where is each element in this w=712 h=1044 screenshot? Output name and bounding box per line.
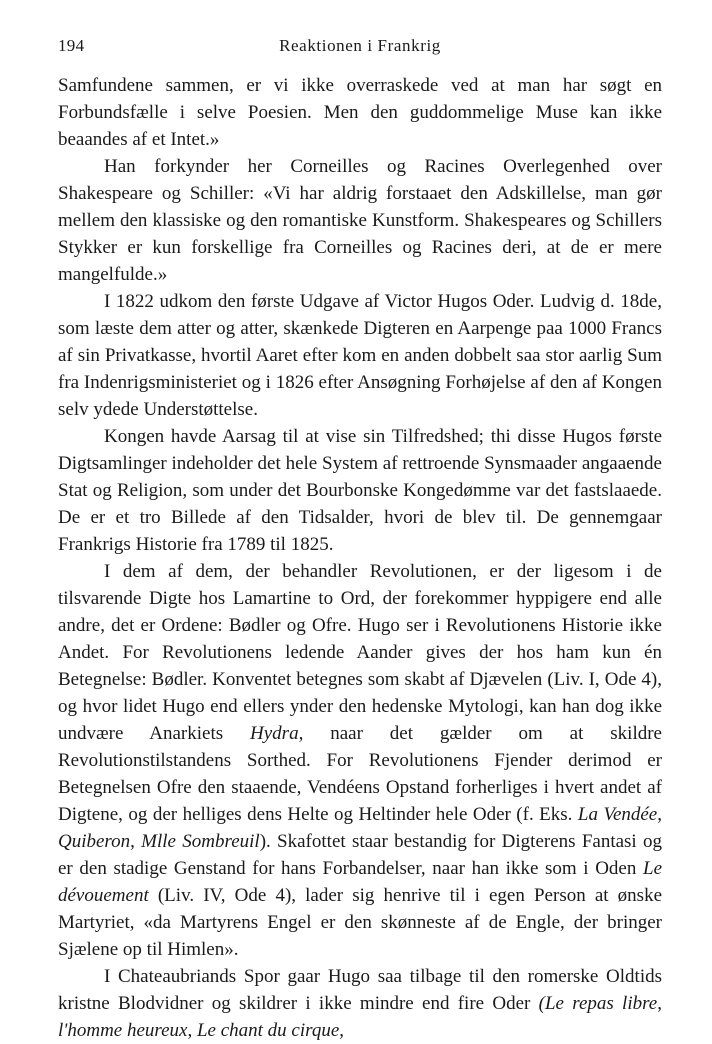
paragraph	[58, 72, 662, 153]
book-page	[58, 36, 662, 1044]
text-segment: Samfundene sammen, er vi ikke overraskede ved at man har søgt en Forbundsfælle i selve Poesien. Men den guddommelige Muse kan ikke beaandes af et Intet.»	[58, 75, 662, 150]
running-title: Reaktionen i Frankrig	[279, 36, 441, 55]
paragraph	[58, 153, 662, 288]
text-segment: I dem af dem, der behandler Revolutionen, er der ligesom i de tilsvarende Digte hos Lamartine to Ord, der forekommer hyppigere end alle andre, det er Ordene: Bødler og Ofre. Hugo ser i Revolutionens Historie ikke Andet. For Revolutionens ledende Aander gives der hos ham kun én Betegnelse: Bødler. Konventet betegnes som skabt af Djævelen (Liv. I, Ode 4), og hvor lidet Hugo end ellers ynder den hedenske Mytologi, kan han dog ikke undvære Anarkiets	[58, 561, 662, 744]
italic-title: La Vendée	[577, 804, 658, 825]
paragraph	[58, 963, 662, 1044]
text-segment: I 1822 udkom den første Udgave af Victor Hugos Oder. Ludvig d. 18de, som læste dem atter og atter, skænkede Digteren en Aarpenge paa 1000 Francs af sin Privatkasse, hvortil Aaret efter kom en anden dobbelt saa stor aarlig Sum fra Indenrigsministeriet og i 1826 efter Ansøgning Forhøjelse af den af Kongen selv ydede Understøttelse.	[58, 291, 662, 420]
italic-title: Le chant du cirque	[196, 1020, 340, 1041]
paragraph	[58, 558, 662, 963]
italic-title: Hydra	[250, 723, 299, 744]
italic-title: l'homme heureux	[58, 1020, 188, 1041]
page-number: 194	[58, 36, 85, 55]
italic-title: Mlle Sombreuil	[141, 831, 260, 852]
italic-title: (Le repas libre	[538, 993, 658, 1014]
text-segment: Kongen havde Aarsag til at vise sin Tilfredshed; thi disse Hugos første Digtsamlinger indeholder det hele System af rettroende Synsmaader angaaende Stat og Religion, som under det Bourbonske Kongedømme var det fastslaaede. De er et tro Billede af den Tidsalder, hvori de blev til. De gennemgaar Frankrigs Historie fra 1789 til 1825.	[58, 426, 662, 555]
text-segment: ,	[657, 804, 662, 825]
paragraph	[58, 288, 662, 423]
italic-title: Quiberon	[58, 831, 131, 852]
text-segment: (Liv. IV, Ode 4), lader sig henrive til i egen Person at ønske Martyriet, «da Martyrens Engel er den skønneste af de Engle, der bringer Sjælene op til Himlen».	[58, 885, 662, 960]
text-segment: ,	[657, 993, 662, 1014]
text-segment: ). Skafottet staar bestandig for Digterens Fantasi og er den stadige Genstand for hans Forbandelser, naar han ikke som i Oden	[58, 831, 663, 879]
text-segment: ,	[187, 1020, 197, 1041]
body-text	[58, 72, 662, 1044]
text-segment: ,	[339, 1020, 345, 1041]
running-head	[58, 36, 662, 64]
italic-title: Le dévouement	[58, 858, 662, 906]
text-segment: , naar det gælder om at skildre Revolutionstilstandens Sorthed. For Revolutionens Fjender derimod er Betegnelsen Ofre den staaende, Vendéens Opstand forherliges i hvert andet af Digtene, og der helliges dens Helte og Heltinder hele Oder (f. Eks.	[58, 723, 662, 825]
text-segment: I Chateaubriands Spor gaar Hugo saa tilbage til den romerske Oldtids kristne Blodvidner og skildrer i ikke mindre end fire Oder	[58, 966, 662, 1014]
text-segment: ,	[130, 831, 142, 852]
paragraph	[58, 423, 662, 558]
text-segment: Han forkynder her Corneilles og Racines Overlegenhed over Shakespeare og Schiller: «Vi har aldrig forstaaet den Adskillelse, man gør mellem den klassiske og den romantiske Kunstform. Shakespeares og Schillers Stykker er kun forskellige fra Corneilles og Racines deri, at de er mere mangelfulde.»	[58, 156, 662, 285]
